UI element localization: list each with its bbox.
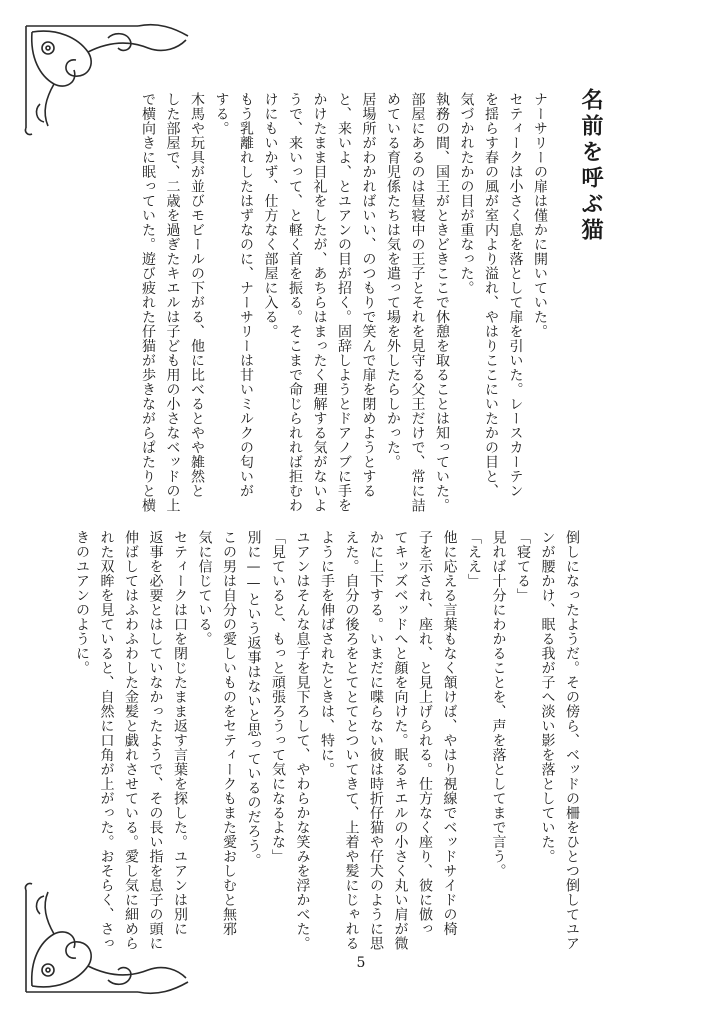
body-text-top: ナーサリーの扉は僅かに開いていた。 セティークは小さく息を落として扉を引いた。レースカーテン を揺らす春の風が室内より溢れ、やはりここにいたかの目と、 気づかれたかの目が重なった。 執務の間、国王がときどきここで休憩を取ることは知っていた。 部屋にあるのは昼寝中の王子とそれを見守る父王だけで、常に詰 めている育児係たちは気を遣って場を外したらしかった。 居場所がわかればいい、のつもりで笑んで扉を閉めようとする と、来いよ、とユアンの目が招く。固辞しようとドアノブに手を かけたまま目礼をしたが、あちらはまったく理解する気がないよ うで、来いって、と軽く首を振る。そこまで命じられれば拒むわ けにもいかず、仕方なく部屋に入る。 もう乳離れしたはずなのに、ナーサリーは甘いミルクの匂いが する。 木馬や玩具が並びモビールの下がる、他に比べるとやや雑然と した部屋で、二歳を過ぎたキエルは子ども用の小さなベッドの上 で横向きに眠っていた。遊び疲れた仔猫が歩きながらぱたりと横 (140, 92, 548, 513)
page-number: 5 (356, 955, 366, 971)
chapter-title: 名前を呼ぶ猫 (578, 88, 604, 244)
body-text-bottom: 倒しになったようだ。その傍ら、ベッドの柵をひとつ倒してユア ンが腰かけ、眠る我が子へ淡い影を落としていた。 「寝てる」 見れば十分にわかることを、声を落としてまで言う。 「ええ」 他に応える言葉もなく頷けば、やはり視線でベッドサイドの椅 子を示され、座れ、と見上げられる。仕方なく座り、彼に倣っ てキッズベッドへと顔を向けた。眠るキエルの小さく丸い肩が微 かに上下する。いまだに喋らない彼は時折仔猫や仔犬のように思 えた。自分の後ろをとてとてとついてきて、上着や髪にじゃれる ように手を伸ばされたときは、特に。 ユアンはそんな息子を見下ろして、やわらかな笑みを浮かべた。 「見ていると、もっと頑張ろうって気になるよな」 別に——という返事はないと思っているのだろう。 この男は自分の愛しいものをセティークもまた愛おしむと無邪 気に信じている。 セティークは口を閉じたまま返す言葉を探した。ユアンは別に 返事を必要とはしていなかったようで、その長い指を息子の頭に 伸ばしてはふわふわした金髪と戯れさせている。愛し気に細めら れた双眸を見ていると、自然に口角が上がった。おそらく、さっ きのユアンのように。 (74, 530, 580, 951)
